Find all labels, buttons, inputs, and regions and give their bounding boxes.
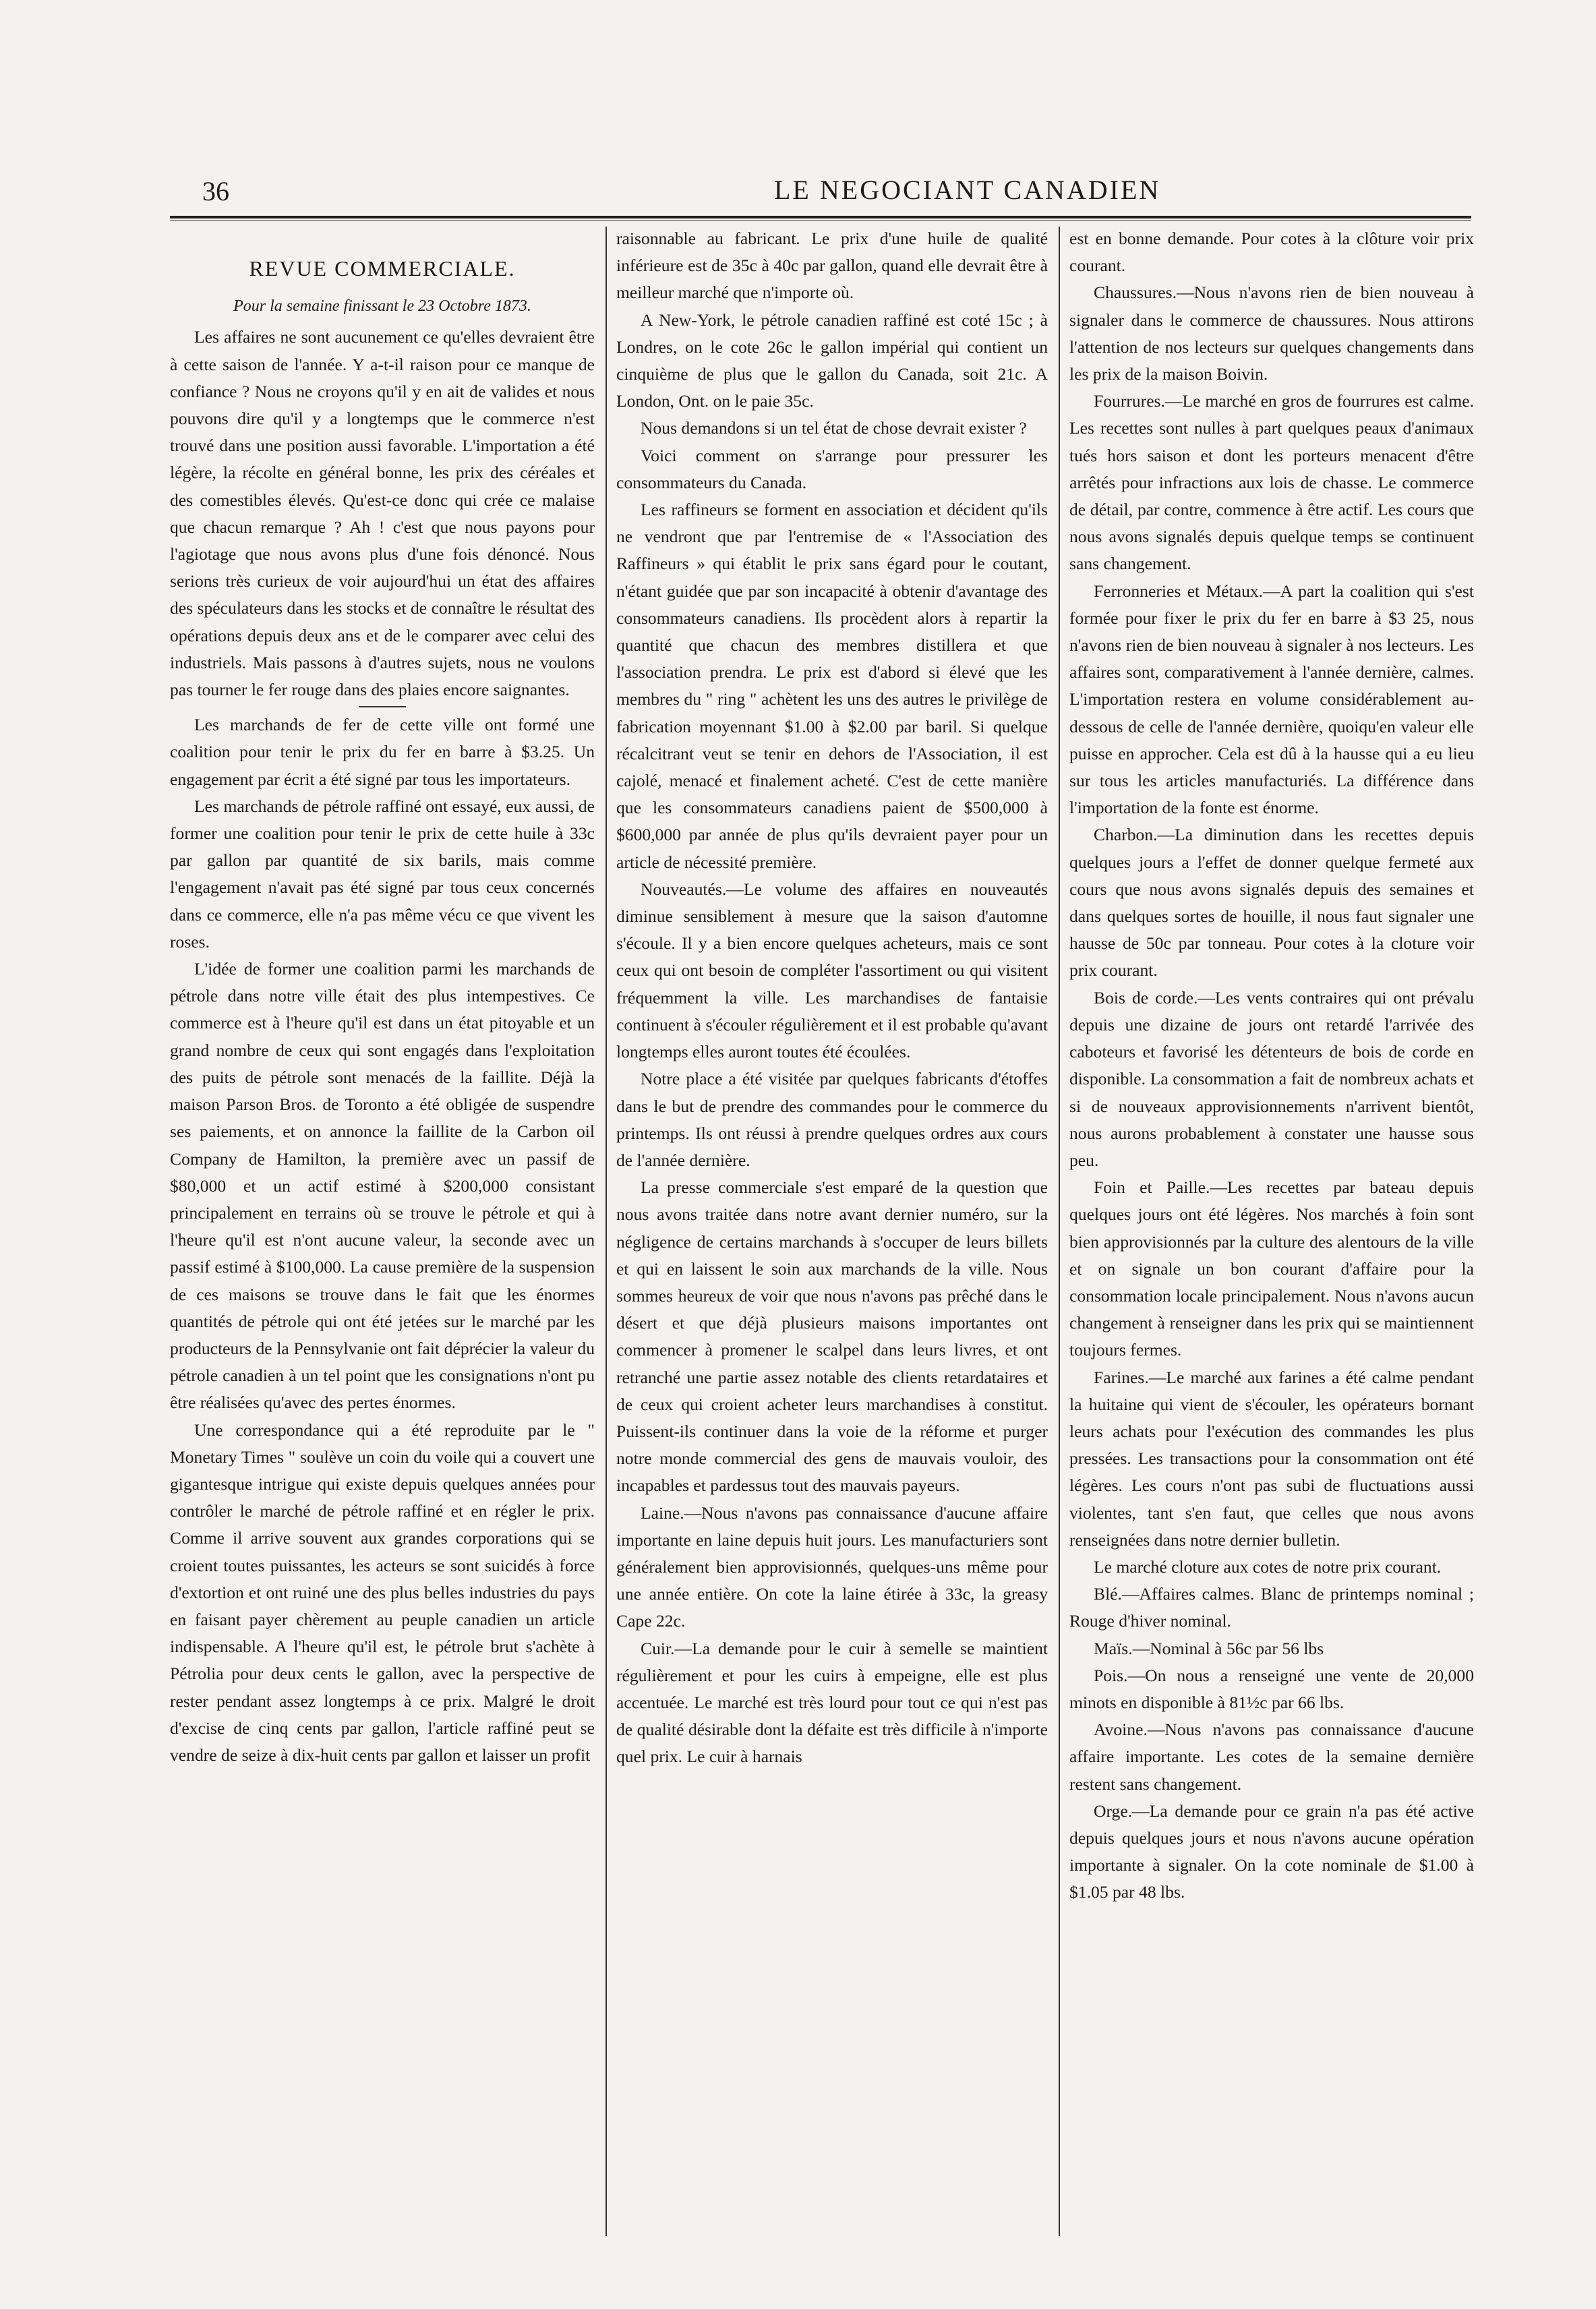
paragraph: Avoine.—Nous n'avons pas connaissance d'aucune affaire importante. Les cotes de la semaine dernière restent sans changement.: [1069, 1720, 1474, 1794]
paragraph: Bois de corde.—Les vents contraires qui ont prévalu depuis une dizaine de jours ont retardé l'arrivée des caboteurs et favorisé les détenteurs de bois de corde en disponible. La consommation a fait de nombreux achats et si de nouveaux approvisionnements n'arrivent bientôt, nous aurons probablement à constater une hausse sous peu.: [1069, 987, 1474, 1170]
paragraph: raisonnable au fabricant. Le prix d'une huile de qualité inférieure est de 35c à 40c par gallon, quand elle devrait être à meilleur marché que n'importe où.: [616, 229, 1048, 303]
paragraph: Les affaires ne sont aucunement ce qu'elles devraient être à cette saison de l'année. Y a-t-il raison pour ce manque de confiance ? Nous ne croyons qu'il y en ait de valides et nous pouvons dire qu'il y a longtemps que le commerce n'est trouvé dans une position aussi favorable. L'importation a été légère, la récolte en général bonne, les prix des céréales et des comestibles élevés. Qu'est-ce donc qui crée ce malaise que chacun remarque ? Ah ! c'est que nous payons pour l'agiotage que nous avons plus d'une fois dénoncé. Nous serions très curieux de voir aujourd'hui un état des affaires des spéculateurs dans les stocks et de connaître le résultat des opérations depuis deux ans et de le comparer avec celui des industriels. Mais passons à d'autres sujets, nous ne voulons pas tourner le fer rouge dans des plaies encore saignantes.: [170, 327, 595, 700]
page-header: [202, 170, 1470, 210]
article-dateline: Pour la semaine finissant le 23 Octobre 1873.: [233, 297, 531, 316]
column-divider: [1059, 227, 1060, 2236]
paragraph: Voici comment on s'arrange pour pressurer les consommateurs du Canada.: [616, 445, 1048, 492]
paragraph: Fourrures.—Le marché en gros de fourrures est calme. Les recettes sont nulles à part quelques peaux d'animaux tués hors saison et dont les porteurs menacent d'être arrêtés pour infractions aux lois de chasse. Le commerce de détail, par contre, commence à être actif. Les cours que nous avons signalés depuis quelque temps se continuent sans changement.: [1069, 391, 1474, 574]
paragraph: Ferronneries et Métaux.—A part la coalition qui s'est formée pour fixer le prix du fer en barre à $3 25, nous n'avons rien de bien nouveau à signaler à nos lecteurs. Les affaires sont, comparativement à l'année dernière, calmes. L'importation restera en volume considérablement au-dessous de celle de l'année dernière, quoiqu'en valeur elle puisse en approcher. Cela est dû à la hausse qui a eu lieu sur tous les articles manufacturiés. La différence dans l'importation de la fonte est énorme.: [1069, 581, 1474, 818]
paragraph: La presse commerciale s'est emparé de la question que nous avons traitée dans notre avant dernier numéro, sur la négligence de certains marchands à s'occuper de leurs billets et qui en laissent le soin aux marchands de la ville. Nous sommes heureux de voir que nous n'avons pas prêché dans le désert et que déjà plusieurs maisons importantes ont commencer à promener le scalpel dans leurs livres, et ont retranché une partie assez notable des clients retardataires et de ceux qui croient acheter leurs marchandises à constitut. Puissent-ils continuer dans la voie de la réforme et purger notre monde commercial des gens de mauvais vouloir, des incapables et pardessus tout des mauvais payeurs.: [616, 1177, 1048, 1496]
journal-title: LE NEGOCIANT CANADIEN: [774, 175, 1161, 205]
paragraph: est en bonne demande. Pour cotes à la clôture voir prix courant.: [1069, 229, 1474, 276]
paragraph: Notre place a été visitée par quelques fabricants d'étoffes dans le but de prendre des commandes pour le commerce du printemps. Ils ont réussi à prendre quelques ordres aux cours de l'année dernière.: [616, 1069, 1048, 1170]
paragraph: L'idée de former une coalition parmi les marchands de pétrole dans notre ville était des plus intempestives. Ce commerce est à l'heure qu'il est dans un état pitoyable et un grand nombre de ceux qui sont engagés dans l'exploitation des puits de pétrole sont menacés de la faillite. Déjà la maison Parson Bros. de Toronto a été obligée de suspendre ses paiements, et on annonce la faillite de la Carbon oil Company de Hamilton, la première avec un passif de $80,000 et un actif estimé à $200,000 consistant principalement en terrains où se trouve le pétrole et qui à l'heure qu'il est n'ont aucune valeur, la seconde avec un passif estimé à $100,000. La cause première de la suspension de ces maisons se trouve dans le fait que les énormes quantités de pétrole qui ont été jetées sur le marché par les producteurs de la Pennsylvanie ont fait déprécier la valeur du pétrole canadien à un tel point que les consignations n'ont pu être réalisées qu'avec des pertes énormes.: [170, 959, 595, 1413]
page-number: 36: [202, 176, 229, 206]
paragraph: Farines.—Le marché aux farines a été calme pendant la huitaine qui vient de s'écouler, les opérateurs bornant leurs achats pour l'exécution des commandes les plus pressées. Les transactions pour la consommation ont été légères. Les cours n'ont pas subi de fluctuations aussi violentes, tant s'en faut, que celles que nous avons renseignées dans notre dernier bulletin.: [1069, 1367, 1474, 1550]
separator-rule: [359, 706, 406, 707]
paragraph: Pois.—On nous a renseigné une vente de 20,000 minots en disponible à 81½c par 66 lbs.: [1069, 1665, 1474, 1712]
column-divider: [605, 227, 607, 2236]
paragraph: A New-York, le pétrole canadien raffiné est coté 15c ; à Londres, on le cote 26c le gallon impérial qui contient un cinquième de plus que le gallon du Canada, soit 21c. A London, Ont. on le paie 35c.: [616, 310, 1048, 411]
paragraph: Une correspondance qui a été reproduite par le " Monetary Times " soulève un coin du voile qui a couvert une gigantesque intrigue qui existe depuis quelques années pour contrôler le marché de pétrole raffiné et en régler le prix. Comme il arrive souvent aux grandes corporations qui se croient toutes puissantes, les acteurs se sont suicidés à force d'extortion et ont ruiné une des plus belles industries du pays en faisant payer chèrement au peuple canadien un article indispensable. A l'heure qu'il est, le pétrole brut s'achète à Pétrolia pour deux cents le gallon, avec la perspective de rester pendant assez longtemps à ce prix. Malgré le droit d'excise de cinq cents par gallon, l'article raffiné peut se vendre de seize à dix-huit cents par gallon et laisser un profit: [170, 1420, 595, 1765]
paragraph: Chaussures.—Nous n'avons rien de bien nouveau à signaler dans le commerce de chaussures. Nous attirons l'attention de nos lecteurs sur quelques changements dans les prix de la maison Boivin.: [1069, 283, 1474, 384]
paragraph: Le marché cloture aux cotes de notre prix courant.: [1094, 1556, 1442, 1577]
article-title: REVUE COMMERCIALE.: [249, 256, 516, 281]
paragraph: Les raffineurs se forment en association et décident qu'ils ne vendront que par l'entremise de « l'Association des Raffineurs » qui établit le prix sans égard pour le coutant, n'étant guidée que par son incapacité à obtenir d'avantage des consommateurs canadiens. Ils procèdent alors à repartir la quantité que chacun des membres distillera et que l'association prendra. Le prix est d'abord si élevé que les membres du " ring " achètent les uns des autres le privilège de fabrication moyennant $1.00 à $2.00 par baril. Si quelque récalcitrant veut se tenir en dehors de l'Association, il est cajolé, menacé et finalement acheté. C'est de cette manière que les consommateurs canadiens paient de $500,000 à $600,000 par année de plus qu'ils devraient payer pour un article de nécessité première.: [616, 500, 1048, 872]
column-2: [616, 225, 1048, 2248]
paragraph: Orge.—La demande pour ce grain n'a pas été active depuis quelques jours et nous n'avons aucune opération importante à signaler. On la cote nominale de $1.00 à $1.05 par 48 lbs.: [1069, 1801, 1474, 1902]
paragraph: Laine.—Nous n'avons pas connaissance d'aucune affaire importante en laine depuis huit jours. Les manufacturiers sont généralement bien approvisionnés, quelques-uns même pour une année entière. On cote la laine étirée à 33c, la greasy Cape 22c.: [616, 1502, 1048, 1631]
paragraph: Nous demandons si un tel état de chose devrait exister ?: [641, 418, 1027, 438]
header-rule: [170, 216, 1471, 221]
paragraph: Les marchands de fer de cette ville ont formé une coalition pour tenir le prix du fer en barre à $3.25. Un engagement par écrit a été signé par tous les importateurs.: [170, 715, 595, 789]
paragraph: Les marchands de pétrole raffiné ont essayé, eux aussi, de former une coalition pour tenir le prix de cette huile à 33c par gallon par quantité de six barils, mais comme l'engagement n'avait pas été signé par tous ceux concernés dans ce commerce, elle n'a pas même vécu ce que vivent les roses.: [170, 796, 595, 952]
paragraph: Foin et Paille.—Les recettes par bateau depuis quelques jours ont été légères. Nos marchés à foin sont bien approvisionnés par la culture des alentours de la ville et on signale un bon courant d'affaire pour la consommation locale principalement. Nous n'avons aucun changement à renseigner dans les prix qui se maintiennent toujours fermes.: [1069, 1177, 1474, 1360]
paragraph: Blé.—Affaires calmes. Blanc de printemps nominal ; Rouge d'hiver nominal.: [1069, 1584, 1474, 1631]
column-3: [1069, 225, 1474, 2248]
paragraph: Charbon.—La diminution dans les recettes depuis quelques jours a l'effet de donner quelque fermeté aux cours que nous avons signalés depuis des semaines et dans quelques sortes de houille, il nous faut signaler une hausse de 50c par tonneau. Pour cotes à la cloture voir prix courant.: [1069, 825, 1474, 981]
paragraph: Nouveautés.—Le volume des affaires en nouveautés diminue sensiblement à mesure que la saison d'automne s'écoule. Il y a bien encore quelques acheteurs, mais ce sont ceux qui ont besoin de compléter l'assortiment ou qui visitent fréquemment la ville. Les marchandises de fantaisie continuent à s'écouler régulièrement et il est probable qu'avant longtemps elles auront toutes été écoulées.: [616, 879, 1048, 1062]
column-1: [170, 225, 595, 2248]
paragraph: Maïs.—Nominal à 56c par 56 lbs: [1094, 1638, 1324, 1658]
paragraph: Cuir.—La demande pour le cuir à semelle se maintient régulièrement et pour les cuirs à empeigne, elle est plus accentuée. Le marché est très lourd pour tout ce qui n'est pas de qualité désirable dont la défaite est très difficile à n'importe quel prix. Le cuir à harnais: [616, 1638, 1048, 1767]
